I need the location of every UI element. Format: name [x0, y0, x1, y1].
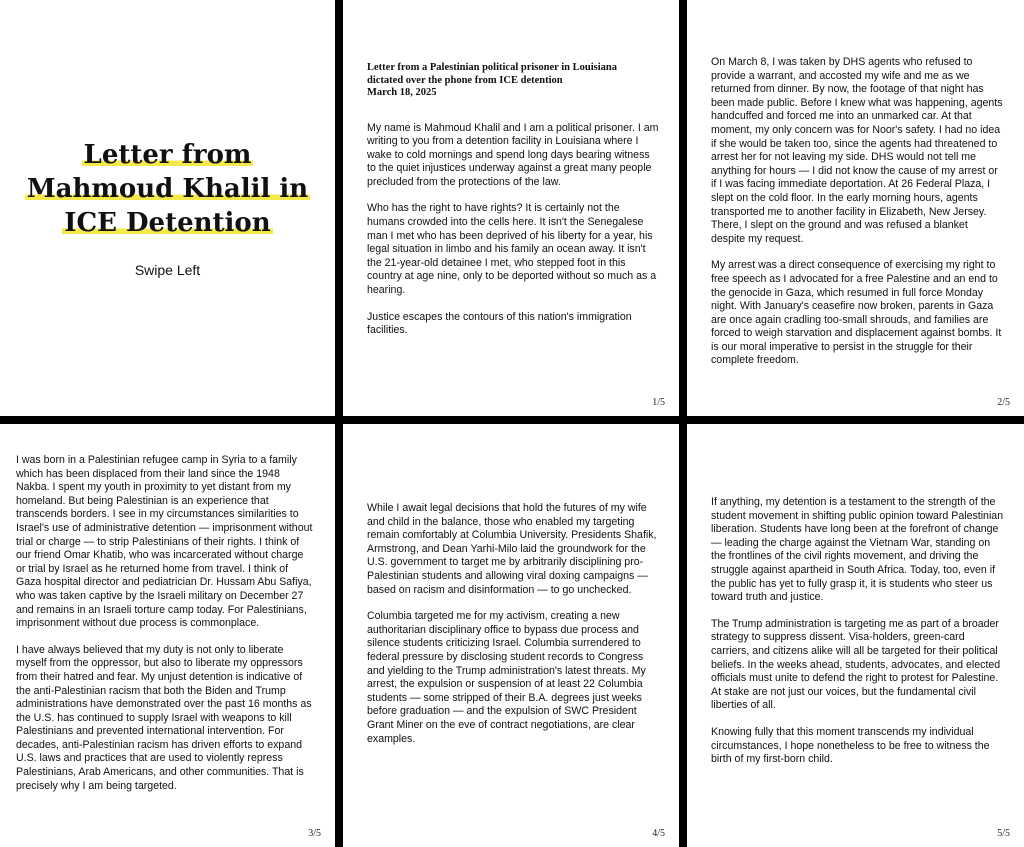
- page-number: 1/5: [652, 397, 665, 408]
- page-number: 5/5: [997, 828, 1010, 839]
- letter-header: [367, 62, 659, 100]
- page-panel-4: [343, 424, 679, 847]
- page-2-text: [711, 56, 1004, 381]
- page-number: 2/5: [997, 397, 1010, 408]
- paragraph: Justice escapes the contours of this nation's immigration facilities.: [367, 310, 632, 337]
- page-number: 3/5: [308, 828, 321, 839]
- cover-title-line: ICE Detention: [64, 208, 271, 238]
- page-3-text: [16, 454, 315, 806]
- paragraph: While I await legal decisions that hold the futures of my wife and child in the balance, those who enabled my targeting remain comfortably at Columbia University. Presidents Shafik, Armstrong, and Dean Yarhi-Milo laid the groundwork for the U.S. government to target me by arbitrarily disciplining pro-Palestinian students and allowing viral doxing campaigns — based on racism and disinformation — to go unchecked.: [367, 502, 657, 596]
- page-panel-1: [343, 0, 679, 416]
- paragraph: I have always believed that my duty is not only to liberate myself from the oppressor, but also to liberate my oppressors from their hatred and fear. My unjust detention is indicative of the anti-Palestinian racism that both the Biden and Trump administrations have demonstrated over the past 16 months as the U.S. has continued to supply Israel with weapons to kill Palestinians and prevented international intervention. For decades, anti-Palestinian racism has driven efforts to expand U.S. laws and practices that are used to violently repress Palestinians, Arab Americans, and other communities. That is precisely why I am being targeted.: [16, 643, 312, 792]
- paragraph: I was born in a Palestinian refugee camp in Syria to a family which has been displaced from their land since the 1948 Nakba. I spent my youth in proximity to yet distant from my homeland. But being Palestinian is an experience that transcends borders. I see in my circumstances similarities to Israel's use of administrative detention — imprisonment without trial or charge — to strip Palestinians of their rights. I think of our friend Omar Khatib, who was incarcerated without charge or trial by Israel as he returned home from travel. I think of Gaza hospital director and pediatrician Dr. Hussam Abu Safiya, who was taken captive by the Israeli military on December 27 and remains in an Israeli torture camp today. For Palestinians, imprisonment without due process is commonplace.: [16, 454, 313, 630]
- paragraph: On March 8, I was taken by DHS agents who refused to provide a warrant, and accosted my wife and me as we returned from dinner. By now, the footage of that night has been made public. Before I knew what was happening, agents handcuffed and forced me into an unmarked car. At that moment, my only concern was for Noor's safety. I had no idea if she would be taken too, since the agents had threatened to arrest her for not leaving my side. DHS would not tell me anything for hours — I did not know the cause of my arrest or if I was facing immediate deportation. At 26 Federal Plaza, I slept on the cold floor. In the early morning hours, agents transported me to another facility in Elizabeth, New Jersey. There, I slept on the ground and was refused a blanket despite my request.: [711, 56, 1003, 245]
- paragraph: My arrest was a direct consequence of exercising my right to free speech as I advocated for a free Palestine and an end to the genocide in Gaza, which resumed in full force Monday night. With January's ceasefire now broken, parents in Gaza are once again cradling too-small shrouds, and families are forced to weigh starvation and displacement against bombs. It is our moral imperative to persist in the struggle for their complete freedom.: [711, 259, 1002, 367]
- page-number: 4/5: [652, 828, 665, 839]
- header-date: March 18, 2025: [367, 87, 437, 98]
- cover-panel: [0, 0, 335, 416]
- page-panel-2: [687, 0, 1024, 416]
- cover-title: [25, 138, 310, 240]
- page-panel-3: [0, 424, 335, 847]
- paragraph: Who has the right to have rights? It is certainly not the humans crowded into the cells here. It isn't the Senegalese man I met who has been deprived of his liberty for a year, his legal situation in limbo and his family an ocean away. It isn't the 21-year-old detainee I met, who stepped foot in this country at age nine, only to be deported without so much as a hearing.: [367, 202, 657, 297]
- cover-title-line: Mahmoud Khalil in: [26, 174, 309, 204]
- header-line: dictated over the phone from ICE detention: [367, 74, 563, 86]
- paragraph: The Trump administration is targeting me as part of a broader strategy to suppress dissent. Visa-holders, green-card carriers, and citizens alike will all be targeted for their political beliefs. In the weeks ahead, students, advocates, and elected officials must unite to defend the right to protest for Palestine. At stake are not just our voices, but the fundamental civil liberties of all.: [711, 617, 1001, 712]
- page-4-text: [367, 502, 659, 759]
- paragraph: Knowing fully that this moment transcends my individual circumstances, I hope nonetheless to be free to witness the birth of my first-born child.: [711, 725, 990, 766]
- page-5-text: [711, 496, 1004, 780]
- page-1-text: [367, 62, 659, 351]
- paragraph: My name is Mahmoud Khalil and I am a political prisoner. I am writing to you from a detention facility in Louisiana where I wake to cold mornings and spend long days bearing witness to the quiet injustices underway against a great many people precluded from the protections of the law.: [367, 121, 659, 188]
- page-panel-5: [687, 424, 1024, 847]
- cover-title-line: Letter from: [83, 140, 252, 170]
- swipe-hint: Swipe Left: [134, 262, 201, 278]
- header-line: Letter from a Palestinian political prisoner in Louisiana: [367, 62, 617, 73]
- paragraph: If anything, my detention is a testament to the strength of the student movement in shifting public opinion toward Palestinian liberation. Students have long been at the forefront of change — leading the charge against the Vietnam War, standing on the frontlines of the civil rights movement, and driving the struggle against apartheid in South Africa. Today, too, even if the public has yet to fully grasp it, it is students who steer us toward truth and justice.: [711, 496, 1004, 604]
- paragraph: Columbia targeted me for my activism, creating a new authoritarian disciplinary office to bypass due process and silence students criticizing Israel. Columbia surrendered to federal pressure by disclosing student records to Congress and yielding to the Trump administration's latest threats. My arrest, the expulsion or suspension of at least 22 Columbia students — some stripped of their B.A. degrees just weeks before graduation — and the expulsion of SWC President Grant Miner on the eve of contract negotiations, are clear examples.: [367, 610, 646, 745]
